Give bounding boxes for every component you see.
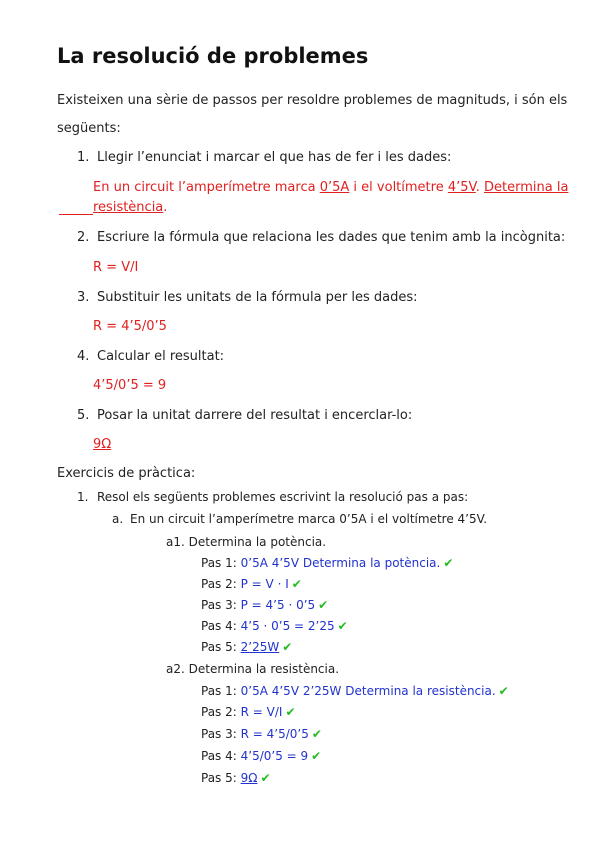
a1-step-5 [201, 640, 292, 654]
a1-step-3 [201, 598, 328, 612]
check-icon: ✔ [443, 556, 454, 570]
example-voltage: 4’5V [447, 180, 476, 195]
step-1-example-line-2 [93, 200, 167, 215]
step-4-example: 4’5/0’5 = 9 [93, 378, 167, 393]
practice-subitem-text: En un circuit l’amperímetre marca 0’5A i el voltímetre 4’5V. [130, 512, 488, 526]
check-icon: ✔ [311, 727, 322, 741]
a2-step-5 [201, 771, 271, 785]
a1-step-1 [201, 556, 453, 570]
step-3 [77, 290, 418, 305]
a2-step-4-label: Pas 4: [201, 749, 237, 763]
step-5-text: Posar la unitat darrere del resultat i encerclar-lo: [97, 408, 413, 423]
step-4-number: 4. [77, 349, 90, 364]
check-icon: ✔ [291, 577, 302, 591]
a1-step-1-value: 0’5A 4’5V Determina la potència. [240, 556, 441, 570]
check-icon: ✔ [311, 749, 322, 763]
a2-step-5-value: 9Ω [240, 771, 258, 785]
a2-step-3 [201, 727, 322, 741]
check-icon: ✔ [318, 598, 329, 612]
example-question-2: resistència [93, 200, 164, 215]
step-3-example: R = 4’5/0’5 [93, 319, 167, 334]
check-icon: ✔ [337, 619, 348, 633]
step-2-text: Escriure la fórmula que relaciona les dades que tenim amb la incògnita: [97, 230, 566, 245]
step-1 [77, 150, 451, 165]
practice-item-text: Resol els següents problemes escrivint la resolució pas a pas: [97, 490, 469, 504]
example-sep: . [475, 180, 485, 195]
a1-step-3-value: P = 4’5 · 0’5 [240, 598, 316, 612]
step-5 [77, 408, 412, 423]
practice-subitem-a [112, 512, 487, 526]
a1-step-1-label: Pas 1: [201, 556, 237, 570]
practice-item-1 [77, 490, 468, 504]
example-mid: i el voltímetre [349, 180, 448, 195]
a2-step-1-value: 0’5A 4’5V 2’25W Determina la resistència. [240, 684, 496, 698]
a2-step-4 [201, 749, 321, 763]
check-icon: ✔ [260, 771, 271, 785]
a1-step-5-label: Pas 5: [201, 640, 237, 654]
step-2 [77, 230, 565, 245]
step-4 [77, 349, 224, 364]
a2-step-5-label: Pas 5: [201, 771, 237, 785]
a1-step-5-value: 2’25W [240, 640, 280, 654]
a2-step-2 [201, 705, 296, 719]
a2-step-3-value: R = 4’5/0’5 [240, 727, 309, 741]
a1-step-2 [201, 577, 302, 591]
example-underline-lead [59, 214, 93, 215]
a1-step-2-value: P = V · I [240, 577, 289, 591]
a1-step-4 [201, 619, 348, 633]
check-icon: ✔ [285, 705, 296, 719]
example-end: . [163, 200, 168, 215]
step-5-example: 9Ω [93, 437, 112, 452]
step-4-text: Calcular el resultat: [97, 349, 225, 364]
a2-step-4-value: 4’5/0’5 = 9 [240, 749, 309, 763]
step-2-example: R = V/I [93, 260, 139, 275]
a1-step-4-label: Pas 4: [201, 619, 237, 633]
step-5-number: 5. [77, 408, 90, 423]
step-2-number: 2. [77, 230, 90, 245]
check-icon: ✔ [498, 684, 509, 698]
a2-step-2-value: R = V/I [240, 705, 283, 719]
a1-step-3-label: Pas 3: [201, 598, 237, 612]
a1-label: a1. Determina la potència. [166, 535, 327, 549]
a2-step-3-label: Pas 3: [201, 727, 237, 741]
check-icon: ✔ [282, 640, 293, 654]
step-1-text: Llegir l’enunciat i marcar el que has de fer i les dades: [97, 150, 452, 165]
step-1-example-line-1 [93, 180, 568, 195]
intro-line-1: Existeixen una sèrie de passos per resoldre problemes de magnituds, i són els [57, 93, 568, 108]
practice-item-number: 1. [77, 490, 89, 504]
example-current: 0’5A [319, 180, 350, 195]
a2-label: a2. Determina la resistència. [166, 662, 340, 676]
a1-step-2-label: Pas 2: [201, 577, 237, 591]
step-3-text: Substituir les unitats de la fórmula per les dades: [97, 290, 418, 305]
a2-step-2-label: Pas 2: [201, 705, 237, 719]
practice-subitem-letter: a. [112, 512, 124, 526]
intro-line-2: següents: [57, 121, 121, 136]
page-title: La resolució de problemes [57, 44, 369, 68]
example-question-1: Determina la [484, 180, 569, 195]
example-pre: En un circuit l’amperímetre marca [93, 180, 320, 195]
a2-step-1-label: Pas 1: [201, 684, 237, 698]
step-3-number: 3. [77, 290, 90, 305]
practice-heading: Exercicis de pràctica: [57, 466, 196, 481]
step-1-number: 1. [77, 150, 90, 165]
a1-step-4-value: 4’5 · 0’5 = 2’25 [240, 619, 335, 633]
a2-step-1 [201, 684, 509, 698]
